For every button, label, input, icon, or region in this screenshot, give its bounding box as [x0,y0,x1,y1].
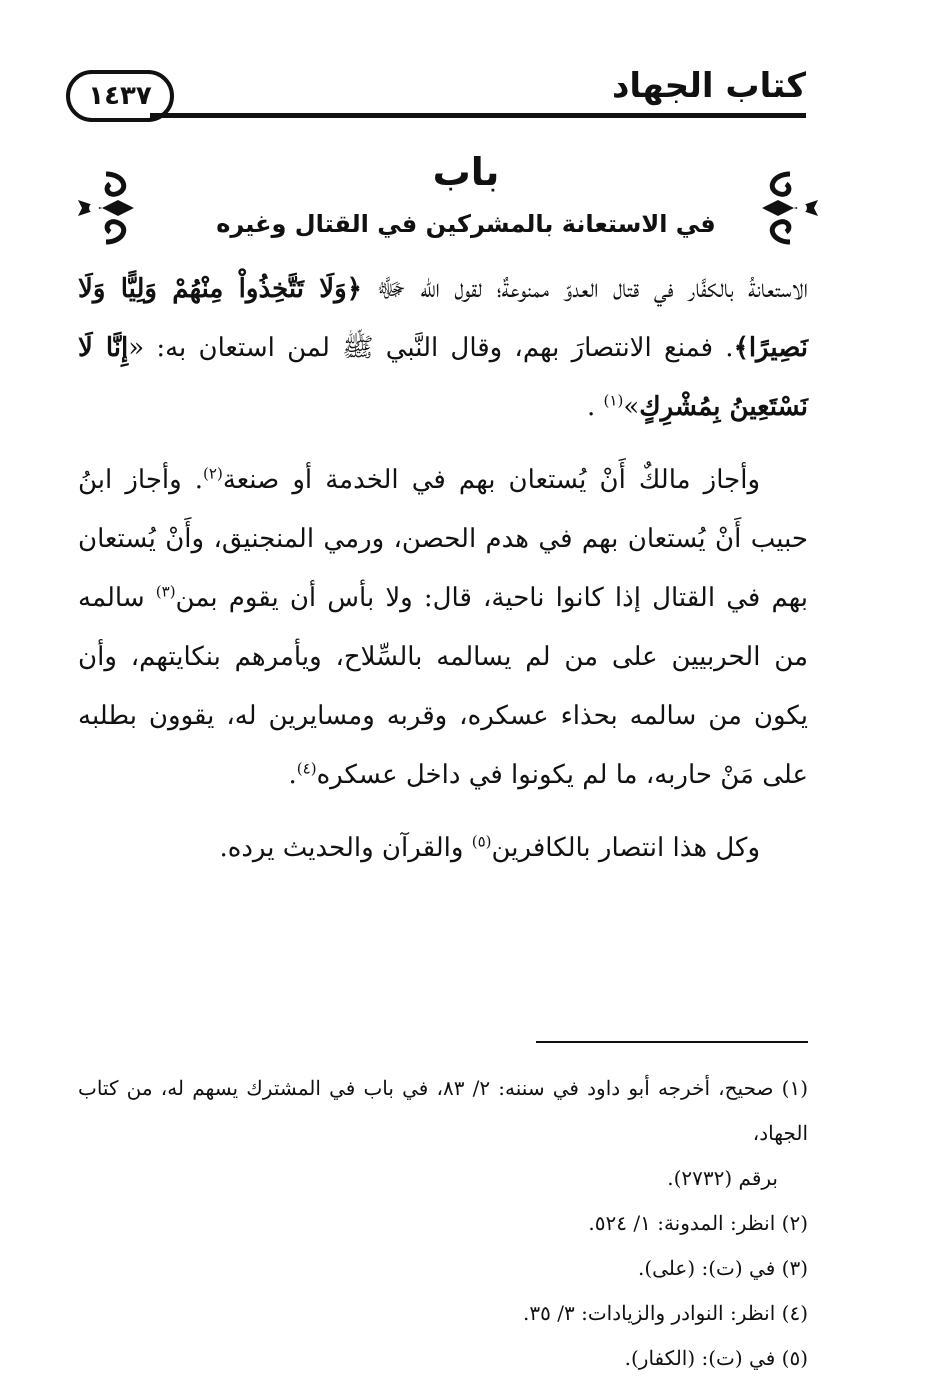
chapter-label: باب [432,150,500,194]
text-run: الاستعانةُ بالكفَّار في قتال العدوّ ممنوعةٌ؛ لقول الله ﷻ [361,274,809,304]
footnote-ref-5[interactable]: (٥) [471,832,492,851]
body-text [78,260,808,878]
footnote-3: (٣) في (ت): (على). [637,1256,808,1280]
quran-quote: ﴿وَلَا تَتَّخِذُواْ مِنْهُمْ وَلِيًّا وَلَا نَصِيرًا﴾ [78,274,809,363]
text-run: . وأجاز ابنُ حبيب أَنْ يُستعان بهم في هدم الحصن، ورمي المنجنيق، وأَنْ يُستعان بهم في القتال إذا كانوا ناحية، قال: ولا بأس أن يقوم بمن [78,465,808,613]
text-run: . فمنع الانتصارَ بهم، وقال النَّبي ﷺ لمن استعان به: « [128,333,734,363]
footnote-1-continued: برقم (٢٧٣٢). [667,1166,778,1190]
page-number: ١٤٣٧ [88,81,152,111]
footnote-2: (٢) انظر: المدونة: ١/ ٥٢٤. [588,1211,808,1235]
paragraph-3 [78,819,808,878]
chapter-title: في الاستعانة بالمشركين في القتال وغيره [216,210,716,238]
footnote-ref-2[interactable]: (٢) [203,464,223,483]
text-run: . [587,392,604,422]
text-run: سالمه من الحربيين على من لم يسالمه بالسِّلاح، ويأمرهم بنكايتهم، وأن يكون من سالمه بحذاء عسكره، وقربه ومسايرين له، يقوون بطلبه على مَنْ حاربه، ما لم يكونوا في داخل عسكره [78,583,808,790]
text-run: وأجاز مالكٌ أَنْ يُستعان بهم في الخدمة أو صنعة [222,465,760,495]
text-run: وكل هذا انتصار بالكافرين [491,833,760,863]
paragraph-1 [78,260,808,437]
text-run: . [288,760,297,790]
footnote-1: (١) صحيح، أخرجه أبو داود في سننه: ٢/ ٨٣، في باب في المشترك يسهم له، من كتاب الجهاد، [78,1076,808,1145]
footnote-ref-3[interactable]: (٣) [155,582,176,601]
header-rule [150,113,806,118]
footnote-5: (٥) في (ت): (الكفار). [624,1346,808,1370]
hadith-quote: إِنَّا لَا نَسْتَعِينُ بِمُشْرِكٍ [78,333,808,422]
footnote-ref-4[interactable]: (٤) [296,759,317,778]
footnotes [78,1066,808,1381]
book-title: كتاب الجهاد [611,66,806,106]
text-run: والقرآن والحديث يرده. [219,833,472,863]
footnote-rule [536,1041,808,1043]
footnote-ref-1[interactable]: (١) [603,391,624,410]
footnote-4: (٤) انظر: النوادر والزيادات: ٣/ ٣٥. [523,1301,808,1325]
paragraph-2 [78,451,808,805]
text-run: » [623,392,640,422]
